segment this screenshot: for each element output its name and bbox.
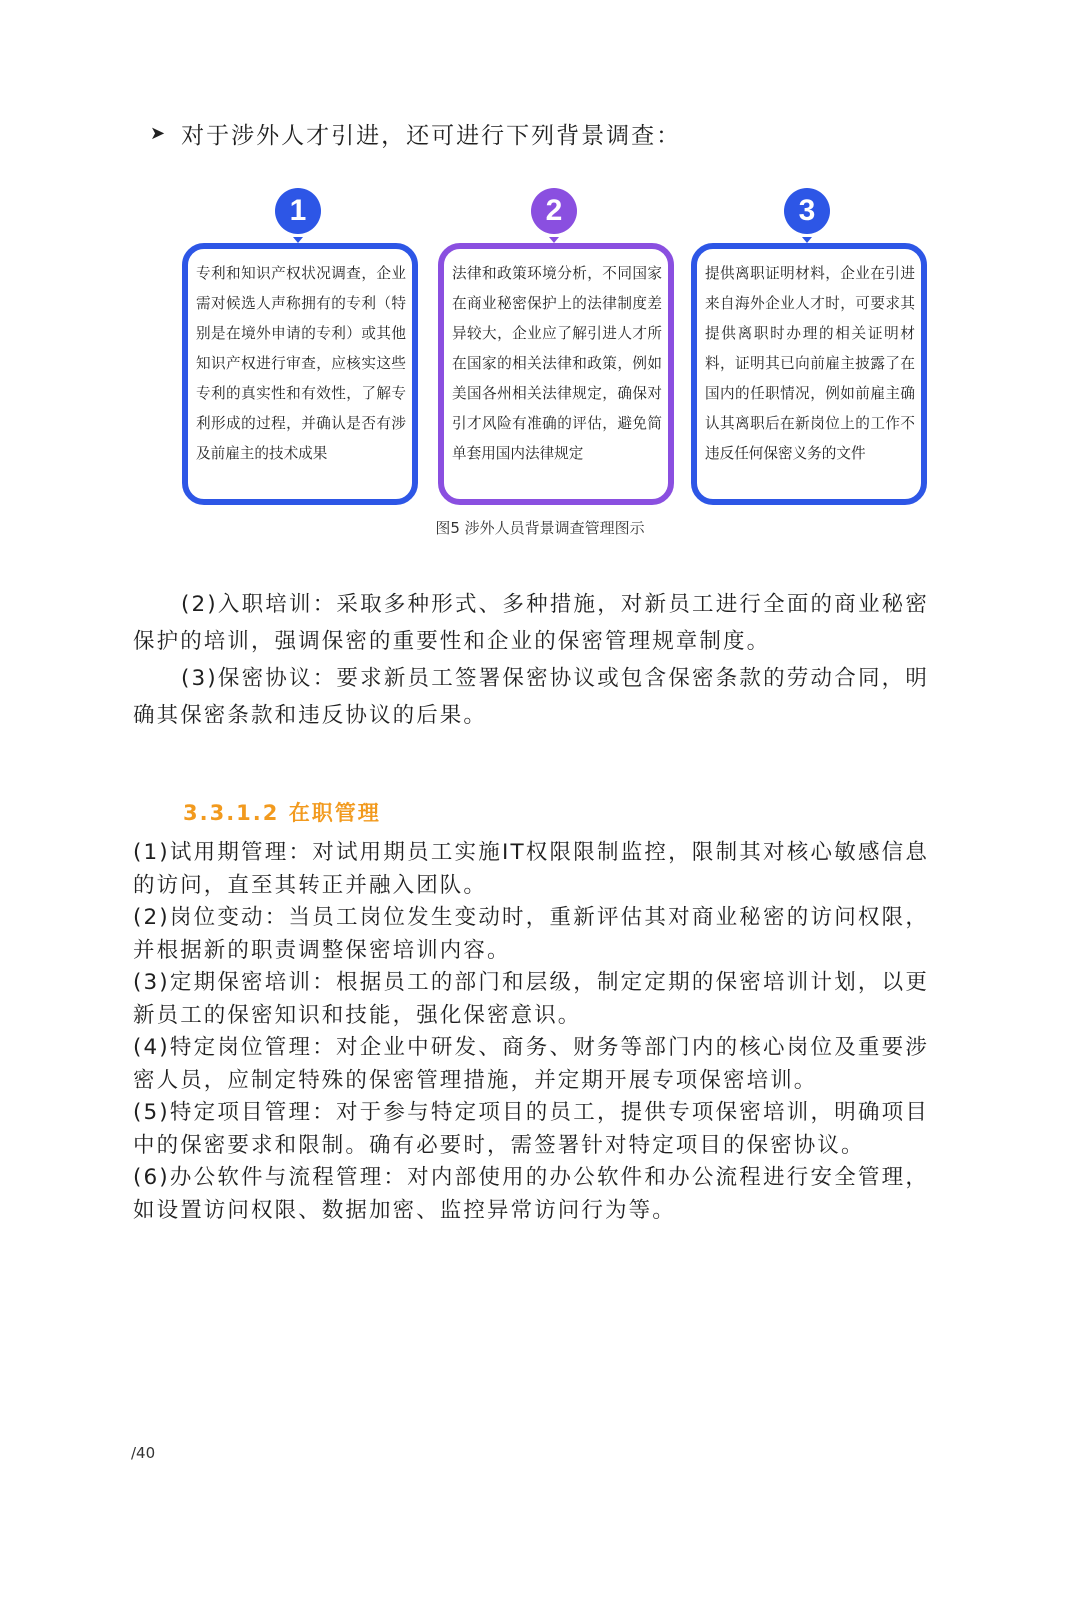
- list-item-text: (3)定期保密培训：根据员工的部门和层级，制定定期的保密培训计划，以更新员工的保密知识和技能，强化保密意识。: [133, 970, 929, 1028]
- arrow-bullet-icon: ➤: [150, 123, 168, 144]
- list-item: [133, 967, 929, 1032]
- list-item-text: (2)岗位变动：当员工岗位发生变动时，重新评估其对商业秘密的访问权限，并根据新的职责调整保密培训内容。: [133, 905, 929, 963]
- card-1-number: 1: [289, 194, 307, 227]
- list-item-text: (1)试用期管理：对试用期员工实施IT权限限制监控，限制其对核心敏感信息的访问，直至其转正并融入团队。: [133, 840, 929, 898]
- card-3-number: 3: [798, 194, 816, 227]
- list-item-text: (6)办公软件与流程管理：对内部使用的办公软件和办公流程进行安全管理，如设置访问权限、数据加密、监控异常访问行为等。: [133, 1165, 929, 1223]
- list-item-text: (5)特定项目管理：对于参与特定项目的员工，提供专项保密培训，明确项目中的保密要求和限制。确有必要时，需签署针对特定项目的保密协议。: [133, 1100, 929, 1158]
- paragraph-onboarding-training: [133, 586, 929, 660]
- card-2-number: 2: [545, 194, 563, 227]
- intro-text: 对于涉外人才引进，还可进行下列背景调查：: [181, 123, 682, 149]
- list-item: [133, 902, 929, 967]
- section-heading: 3.3.1.2 在职管理: [183, 801, 381, 825]
- paragraph-onboarding-training-text: (2)入职培训：采取多种形式、多种措施，对新员工进行全面的商业秘密保护的培训，强调保密的重要性和企业的保密管理规章制度。: [133, 592, 929, 654]
- intro-line: [150, 117, 681, 150]
- card-3-body: 提供离职证明材料，企业在引进来自海外企业人才时，可要求其提供离职时办理的相关证明材料，证明其已向前雇主披露了在国内的任职情况，例如前雇主确认其离职后在新岗位上的工作不违反任何保密义务的文件: [691, 243, 927, 505]
- card-2-number-badge: [531, 188, 577, 234]
- page-number: /40: [131, 1444, 156, 1462]
- list-item: [133, 1097, 929, 1162]
- list-item-text: (4)特定岗位管理：对企业中研发、商务、财务等部门内的核心岗位及重要涉密人员，应制定特殊的保密管理措施，并定期开展专项保密培训。: [133, 1035, 929, 1093]
- paragraph-confidentiality-agreement: [133, 660, 929, 734]
- list-item: [133, 1032, 929, 1097]
- list-item: [133, 837, 929, 902]
- paragraph-confidentiality-agreement-text: (3)保密协议：要求新员工签署保密协议或包含保密条款的劳动合同，明确其保密条款和违反协议的后果。: [133, 666, 929, 728]
- card-1-number-badge: [275, 188, 321, 234]
- card-1-body: 专利和知识产权状况调查，企业需对候选人声称拥有的专利（特别是在境外申请的专利）或其他知识产权进行审查，应核实这些专利的真实性和有效性，了解专利形成的过程，并确认是否有涉及前雇主的技术成果: [182, 243, 418, 505]
- figure-cards: [182, 188, 942, 508]
- card-2-body: 法律和政策环境分析，不同国家在商业秘密保护上的法律制度差异较大，企业应了解引进人才所在国家的相关法律和政策，例如美国各州相关法律规定，确保对引才风险有准确的评估，避免简单套用国内法律规定: [438, 243, 674, 505]
- list-item: [133, 1162, 929, 1227]
- figure-caption: 图5 涉外人员背景调查管理图示: [435, 519, 645, 537]
- section-list: [133, 837, 929, 1227]
- card-3-number-badge: [784, 188, 830, 234]
